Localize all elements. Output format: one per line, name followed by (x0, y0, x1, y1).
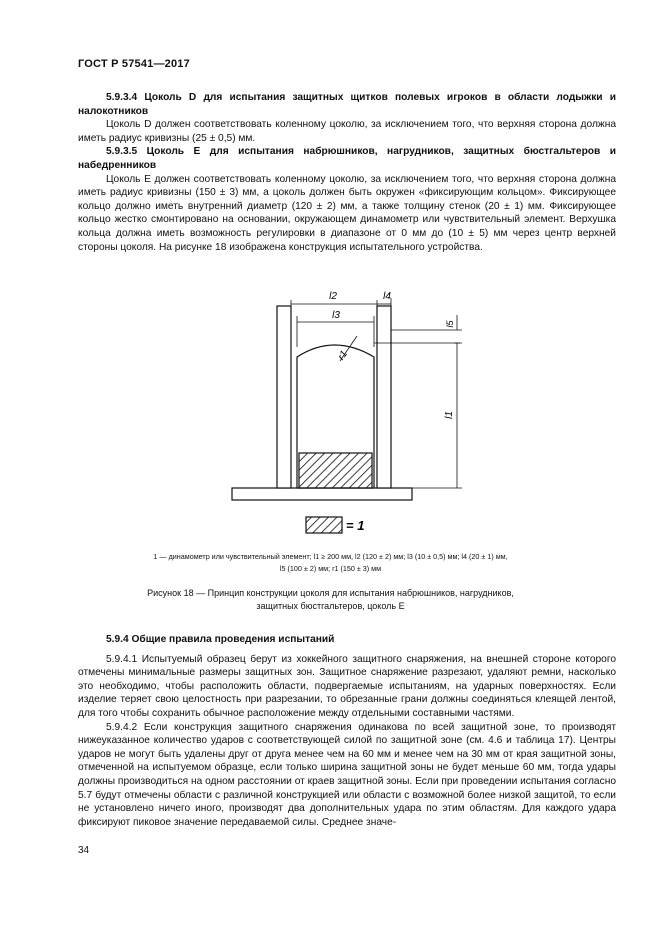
section-5-9-3 (78, 91, 616, 254)
figure-18 (0, 285, 661, 555)
legend-note-line-2: l5 (100 ± 2) мм; r1 (150 ± 3) мм (279, 564, 382, 573)
document-header: ГОСТ Р 57541—2017 (78, 58, 190, 70)
sensor-element (299, 453, 372, 488)
legend-key: = 1 (346, 518, 365, 533)
page-number: 34 (78, 845, 90, 856)
heading-5-9-3-5: 5.9.3.5 Цоколь E для испытания набрюшников, нагрудников, защитных бюстгальтеров и набедренников (78, 146, 616, 171)
base-plate (232, 488, 412, 500)
paragraph-5-9-4-2: 5.9.4.2 Если конструкция защитного снаряжения одинакова по всей защитной зоне, то производят нижеуказанное количество ударов с соответствующей силой по защитной зоне (см. 4.6 и таблица 17). Центры ударов не могут быть удалены друг от друга менее чем на 60 мм и менее чем на 30 мм от края защитной зоны, отмеченной на испытуемом образце, если только ширина защитной зоны не будет меньше 60 мм, тогда удары должны производиться на одном расстоянии от краев защитной зоны. Если при проведении испытания согласно 5.7 будут отмечены области с различной конструкцией или области с возможной более низкой защитой, то если не установлено ничего иного, производят два дополнительных удара по этим областям. Для каждого удара фиксируют пиковое значение передаваемой силы. Среднее значе- (78, 721, 616, 828)
paragraph-5-9-4-1: 5.9.4.1 Испытуемый образец берут из хоккейного защитного снаряжения, на внешней стороне которого отмечены минимальные размеры защитных зон. Защитное снаряжение разрезают, удаляют ремни, насколько это необходимо, чтобы расположить области, подвергаемые испытаниям, на ударных поверхностях. Если изделие теряет свою целостность при разрезании, то обрезанные грани должны соединяться клеящей лентой, для того чтобы сохранить обычное расположение между отдельными составными частями. (78, 653, 616, 719)
label-l2: l2 (329, 291, 337, 302)
label-l5: l5 (445, 320, 455, 328)
figure-caption (0, 587, 661, 613)
base-construction-diagram (0, 285, 661, 555)
section-5-9-4 (78, 633, 616, 829)
caption-line-2: защитных бюстгальтеров, цоколь E (256, 601, 405, 611)
paragraph-5-9-3-4: Цоколь D должен соответствовать коленному цоколю, за исключением того, что верхняя сторона должна иметь радиус кривизны (25 ± 0,5) мм. (78, 119, 616, 144)
paragraph-5-9-3-5: Цоколь E должен соответствовать коленному цоколю, за исключением того, что верхняя сторона должна иметь радиус кривизны (150 ± 3) мм, а цоколь должен быть окружен «фиксирующим кольцом». Фиксирующее кольцо должно иметь внутренний диаметр (120 ± 2) мм, а также толщину стенок (20 ± 1) мм. Фиксирующее кольцо жестко смонтировано на основании, окружающем динамометр или чувствительный элемент. Верхушка кольца должна иметь возможность регулировки в диапазоне от 0 мм до (10 ± 5) мм через центр верхней стороны цоколя. На рисунке 18 изображена конструкция испытательного устройства. (78, 173, 616, 253)
label-l4: l4 (383, 291, 391, 302)
label-l3: l3 (332, 310, 340, 321)
caption-line-1: Рисунок 18 — Принцип конструкции цоколя для испытания набрюшников, нагрудников, (147, 588, 514, 598)
ring-wall-right (377, 306, 391, 488)
legend-swatch (306, 517, 342, 533)
heading-5-9-3-4: 5.9.3.4 Цоколь D для испытания защитных щитков полевых игроков в области лодыжки и налокотников (78, 92, 616, 117)
ring-wall-left (277, 306, 291, 488)
label-r1: r1 (335, 348, 351, 363)
figure-legend-note (0, 551, 661, 575)
heading-5-9-4: 5.9.4 Общие правила проведения испытаний (106, 634, 335, 645)
legend-note-line-1: 1 — динамометр или чувствительный элемент; l1 ≥ 200 мм, l2 (120 ± 2) мм; l3 (10 ± 0,5) мм; l4 (20 ± 1) мм, (153, 552, 508, 561)
label-l1: l1 (444, 411, 455, 419)
